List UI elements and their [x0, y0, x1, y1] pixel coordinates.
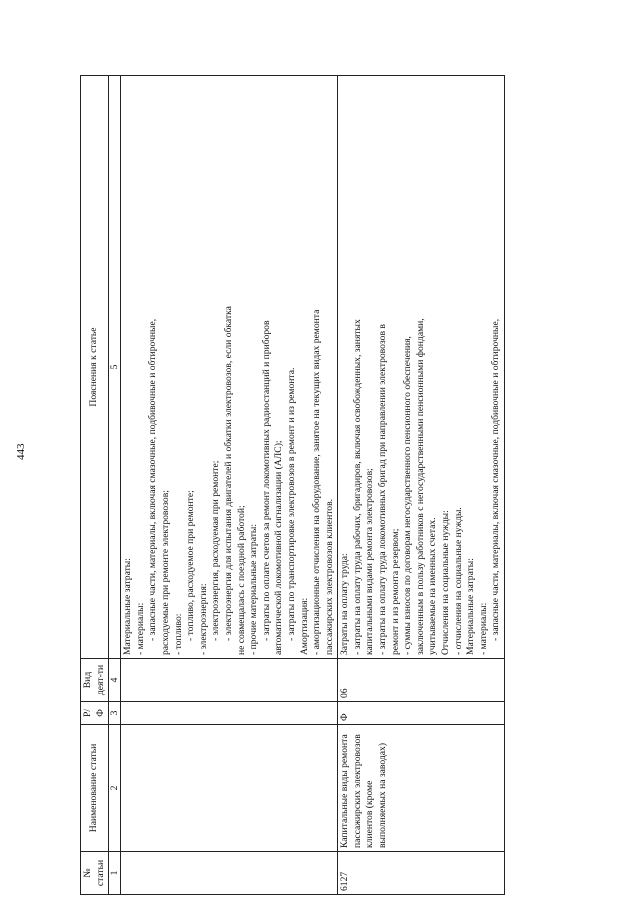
row1-code [121, 852, 338, 895]
explanation-line: учитываемые на именных счетах. [427, 517, 439, 655]
explanation-line: - прочие материальные затраты: [248, 523, 260, 655]
row2-code: 6127 [338, 852, 505, 895]
explanation-line: - запасные части, материалы, включая смазочные, подбивочные и обтирочные, [490, 318, 502, 641]
column-number: 4 [109, 659, 121, 702]
explanation-line: пассажирских электровозов клиентов. [323, 498, 335, 655]
explanation-line: - запасные части, материалы, включая смазочные, подбивочные и обтирочные, [147, 318, 159, 641]
explanation-line: заключенным в пользу работников с негосударственными пенсионными фондами, [414, 318, 426, 655]
explanation-line: - затраты на оплату труда локомотивных бригад при направлении электровозов в [377, 324, 389, 655]
explanation-line: Амортизация: [298, 597, 310, 655]
explanation-line: ремонт и из ремонта резервом; [389, 528, 401, 655]
page-number: 443 [15, 443, 27, 460]
articles-table [80, 75, 505, 895]
explanation-line: расходуемые при ремонте электровозов; [159, 490, 171, 655]
row2-activity: 06 [338, 659, 505, 702]
row1-explanation [121, 76, 338, 659]
column-number: 3 [109, 702, 121, 725]
column-number-row [109, 76, 121, 895]
column-number: 2 [109, 725, 121, 852]
explanation-line: Материальные затраты: [465, 558, 477, 655]
explanation-line: - материалы: [477, 602, 489, 655]
explanation-line: Отчисления на социальные нужды: [440, 510, 452, 655]
row1-rf [121, 702, 338, 725]
row1-activity [121, 659, 338, 702]
row2-explanation [338, 76, 505, 659]
explanation-line: - суммы взносов по договорам негосударственного пенсионного обеспечения, [402, 336, 414, 655]
explanation-line: автоматической локомотивной сигнализации (АЛС); [273, 440, 285, 655]
explanation-line: капитальными видами ремонта электровозов; [364, 468, 376, 655]
header-rf: Р/ Ф [81, 702, 109, 725]
table-row [121, 76, 338, 895]
explanation-line: - электроэнергия, расходуемая при ремонте; [210, 460, 222, 641]
row1-name [121, 725, 338, 852]
explanation-line: - отчисления на социальные нужды. [452, 507, 464, 655]
header-article-name: Наименование статьи [81, 725, 109, 852]
table-header-row [81, 76, 109, 895]
header-activity-type: Вид деят-ти [81, 659, 109, 702]
explanation-line: - амортизационные отчисления на оборудование, занятое на текущих видах ремонта [311, 309, 323, 655]
header-article-number: № статьи [81, 852, 109, 895]
explanation-line: - электроэнергия: [197, 583, 209, 655]
explanation-line: - материалы: [134, 602, 146, 655]
row2-name: Капитальные виды ремонта пассажирских электровозов клиентов (кроме выполняемых на заводах) [338, 725, 505, 852]
column-number: 5 [109, 76, 121, 659]
explanation-line: не совмещалась с поездной работой; [235, 505, 247, 655]
explanation-line: - затраты по оплате счетов за ремонт локомотивных радиостанций и приборов [260, 320, 272, 641]
column-number: 1 [109, 852, 121, 895]
explanation-line: Затраты на оплату труда: [339, 553, 351, 655]
explanation-line: - затраты по транспортировке электровозов в ремонт и из ремонта. [285, 367, 297, 641]
explanation-line: Материальные затраты: [122, 558, 134, 655]
header-explanations: Пояснения к статье [81, 76, 109, 659]
explanation-line: - затраты на оплату труда рабочих, бригадиров, включая освобожденных, занятых [351, 319, 363, 655]
explanation-line: - топливо: [172, 613, 184, 655]
table-row [338, 76, 505, 895]
explanation-line: - электроэнергия для испытания двигателей и обкатки электровозов, если обкатка [222, 306, 234, 641]
row2-rf: Ф [338, 702, 505, 725]
explanation-line: - топливо, расходуемое при ремонте; [185, 490, 197, 641]
